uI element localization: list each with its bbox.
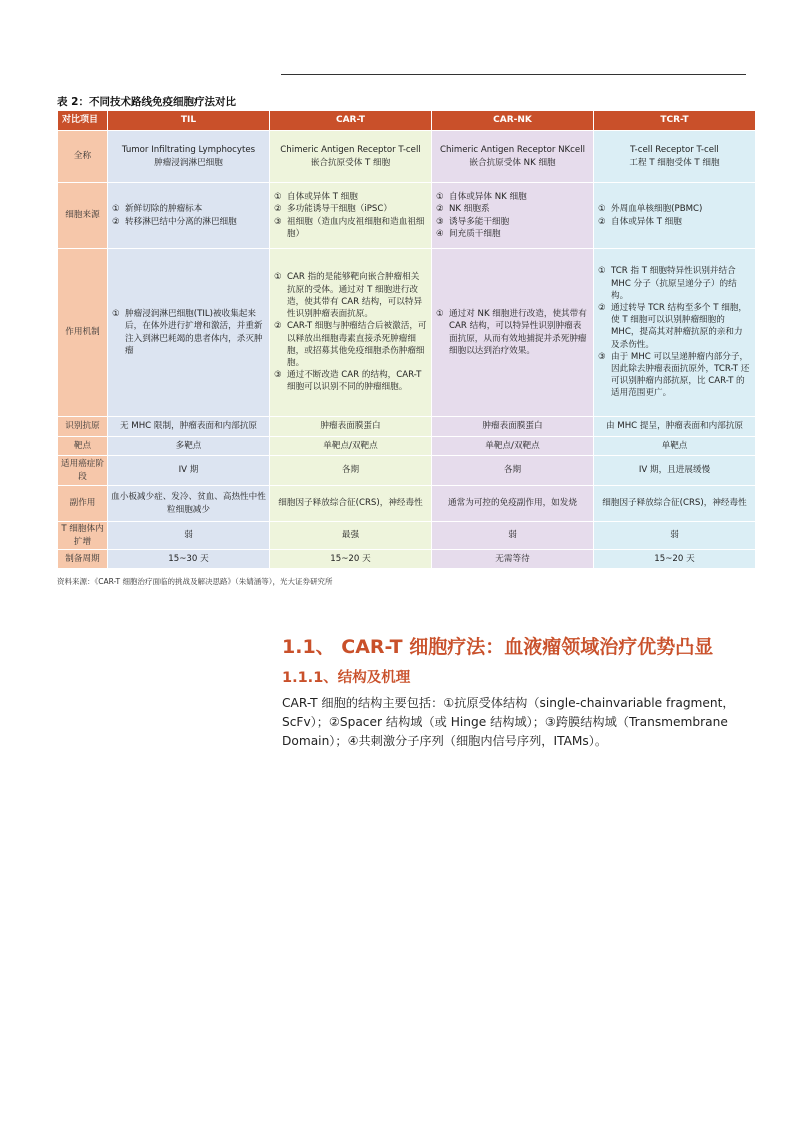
cell-cart: 各期 [270,456,432,486]
item-number: ③ [436,216,444,227]
cell-carnk [432,183,594,249]
cell-tcrt: 弱 [594,522,756,550]
cell-text: Chimeric Antigen Receptor T-cell [280,145,421,156]
row-label: 全称 [58,131,108,183]
item-text: 自体或异体 T 细胞 [611,216,682,227]
list-item [598,203,751,215]
cell-cart: 细胞因子释放综合征(CRS)，神经毒性 [270,486,432,522]
item-number: ① [598,204,606,215]
header-compare-item: 对比项目 [58,111,108,131]
cell-cart [270,131,432,183]
list-item [436,203,589,215]
item-number: ② [112,216,120,227]
row-label: 作用机制 [58,249,108,417]
item-number: ① [274,272,282,283]
cell-cart: 单靶点/双靶点 [270,437,432,456]
cell-cart: 15~20 天 [270,550,432,569]
list-item [598,265,751,302]
row-label: 副作用 [58,486,108,522]
section-heading: 1.1、 CAR-T 细胞疗法：血液瘤领域治疗优势凸显 [282,636,714,658]
cell-carnk: 通常为可控的免疫副作用，如发烧 [432,486,594,522]
item-text: 自体或异体 NK 细胞 [449,192,527,203]
item-text: 祖细胞（造血内皮祖细胞和造血祖细胞） [287,216,425,239]
header-til: TIL [108,111,270,131]
header-cart: CAR-T [270,111,432,131]
list-item [436,216,589,228]
cell-til: 多靶点 [108,437,270,456]
body-paragraph [282,694,748,751]
row-cell-source [58,183,756,249]
cell-til: 血小板减少症、发冷、贫血、高热性中性粒细胞减少 [108,486,270,522]
cell-tcrt [594,249,756,417]
paragraph-line: CAR-T 细胞的结构主要包括：①抗原受体结构（single-chainvariable fragment， [282,696,735,710]
row-prep-cycle [58,550,756,569]
item-text: 诱导多能干细胞 [449,216,510,227]
item-text: TCR 指 T 细胞特异性识别并结合 MHC 分子（抗原呈递分子）的结构。 [611,266,737,301]
item-number: ④ [436,228,444,239]
item-text: 外周血单核细胞(PBMC) [611,204,703,215]
cell-cart: 最强 [270,522,432,550]
header-rule [281,74,746,75]
cell-text: 肿瘤浸润淋巴细胞 [154,157,223,168]
item-text: 自体或异体 T 细胞 [287,192,358,203]
row-full-name [58,131,756,183]
cell-tcrt [594,183,756,249]
item-number: ② [598,216,606,227]
item-text: 间充质干细胞 [449,228,501,239]
row-mechanism [58,249,756,417]
item-number: ② [436,204,444,215]
list-item [598,351,751,400]
cell-til [108,249,270,417]
cell-tcrt: 细胞因子释放综合征(CRS)，神经毒性 [594,486,756,522]
cell-til: 无 MHC 限制，肿瘤表面和内部抗原 [108,417,270,437]
paragraph-line: Domain）；④共刺激分子序列（细胞内信号序列，ITAMs）。 [282,734,608,748]
row-label: T 细胞体内扩增 [58,522,108,550]
item-number: ③ [274,370,282,381]
cell-til: 15~30 天 [108,550,270,569]
item-text: 多功能诱导干细胞（iPSC） [287,204,392,215]
cell-text: Chimeric Antigen Receptor NKcell [440,145,585,156]
list-item [598,302,751,351]
row-label: 制备周期 [58,550,108,569]
cell-cart: 肿瘤表面膜蛋白 [270,417,432,437]
row-stage [58,456,756,486]
header-tcrt: TCR-T [594,111,756,131]
item-text: CAR-T 细胞与肿瘤结合后被激活，可以释放出细胞毒素直接杀死肿瘤细胞，或招募其他免疫细胞杀伤肿瘤细胞。 [287,321,427,368]
list-item [112,203,265,215]
cell-text: T-cell Receptor T-cell [630,145,719,156]
cell-carnk [432,249,594,417]
section-subheading: 1.1.1、结构及机理 [282,670,411,686]
row-label: 靶点 [58,437,108,456]
item-text: 新鲜切除的肿瘤标本 [125,204,203,215]
row-targets [58,437,756,456]
cell-tcrt: 15~20 天 [594,550,756,569]
item-number: ③ [598,351,606,362]
table-title: 表 2：不同技术路线免疫细胞疗法对比 [57,96,236,108]
comparison-table [57,110,756,569]
list-item [274,203,427,215]
row-expansion [58,522,756,550]
list-item [598,216,751,228]
cell-til [108,183,270,249]
row-label: 识别抗原 [58,417,108,437]
item-number: ① [436,309,444,320]
cell-carnk [432,131,594,183]
item-text: NK 细胞系 [449,204,490,215]
list-item [274,369,427,393]
cell-til: IV 期 [108,456,270,486]
cell-carnk: 无需等待 [432,550,594,569]
cell-tcrt: IV 期，且进展缓慢 [594,456,756,486]
cell-til [108,131,270,183]
item-text: 由于 MHC 可以呈递肿瘤内部分子，因此除去肿瘤表面抗原外，TCR-T 还可识别肿瘤内部抗原，比 CAR-T 的适用范围更广。 [611,351,750,399]
list-item [274,320,427,369]
item-text: 通过转导 TCR 结构至多个 T 细胞，使 T 细胞可以识别肿瘤细胞的 MHC，提高其对肿瘤抗原的亲和力及杀伤性。 [611,302,748,350]
cell-tcrt: 由 MHC 提呈，肿瘤表面和内部抗原 [594,417,756,437]
item-number: ② [598,302,606,313]
list-item [274,271,427,320]
cell-tcrt [594,131,756,183]
item-number: ① [112,309,120,320]
item-number: ③ [274,216,282,227]
row-antigen [58,417,756,437]
cell-carnk: 肿瘤表面膜蛋白 [432,417,594,437]
item-number: ② [274,204,282,215]
item-number: ② [274,321,282,332]
list-item [274,216,427,240]
item-text: CAR 指的是能够靶向嵌合肿瘤相关抗原的受体。通过对 T 细胞进行改造，使其带有 CAR 结构，可以特异性识别肿瘤表面抗原。 [287,272,423,320]
list-item [436,191,589,203]
list-item [274,191,427,203]
item-text: 通过对 NK 细胞进行改造，使其带有 CAR 结构，可以特异性识别肿瘤表面抗原，从而有效地捕捉并杀死肿瘤细胞以达到治疗效果。 [449,309,587,356]
cell-carnk: 单靶点/双靶点 [432,437,594,456]
row-label: 细胞来源 [58,183,108,249]
cell-til: 弱 [108,522,270,550]
header-row [58,111,756,131]
item-number: ① [598,266,606,277]
list-item [436,308,589,357]
row-side-effects [58,486,756,522]
item-number: ① [436,192,444,203]
header-carnk: CAR-NK [432,111,594,131]
cell-text: 工程 T 细胞受体 T 细胞 [629,157,720,168]
cell-text: Tumor Infiltrating Lymphocytes [121,145,256,156]
item-text: 转移淋巴结中分离的淋巴细胞 [125,216,237,227]
paragraph-line: ScFv）；②Spacer 结构域（或 Hinge 结构域）；③跨膜结构域（Transmembrane [282,715,728,729]
cell-tcrt: 单靶点 [594,437,756,456]
cell-text: 嵌合抗原受体 T 细胞 [310,157,391,168]
table-source-note: 资料来源：《CAR-T 细胞治疗面临的挑战及解决思路》（朱婧涵等），光大证券研究所 [57,577,333,586]
list-item [112,308,265,357]
cell-carnk: 各期 [432,456,594,486]
list-item [436,228,589,240]
cell-cart [270,183,432,249]
cell-cart [270,249,432,417]
cell-carnk: 弱 [432,522,594,550]
item-text: 肿瘤浸润淋巴细胞(TIL)被收集起来后，在体外进行扩增和激活，并重新注入到淋巴耗竭的患者体内，杀灭肿瘤 [125,309,263,356]
item-number: ① [112,204,120,215]
list-item [112,216,265,228]
item-number: ① [274,192,282,203]
cell-text: 嵌合抗原受体 NK 细胞 [469,157,556,168]
item-text: 通过不断改造 CAR 的结构，CAR-T 细胞可以识别不同的肿瘤细胞。 [287,370,422,393]
row-label: 适用癌症阶段 [58,456,108,486]
